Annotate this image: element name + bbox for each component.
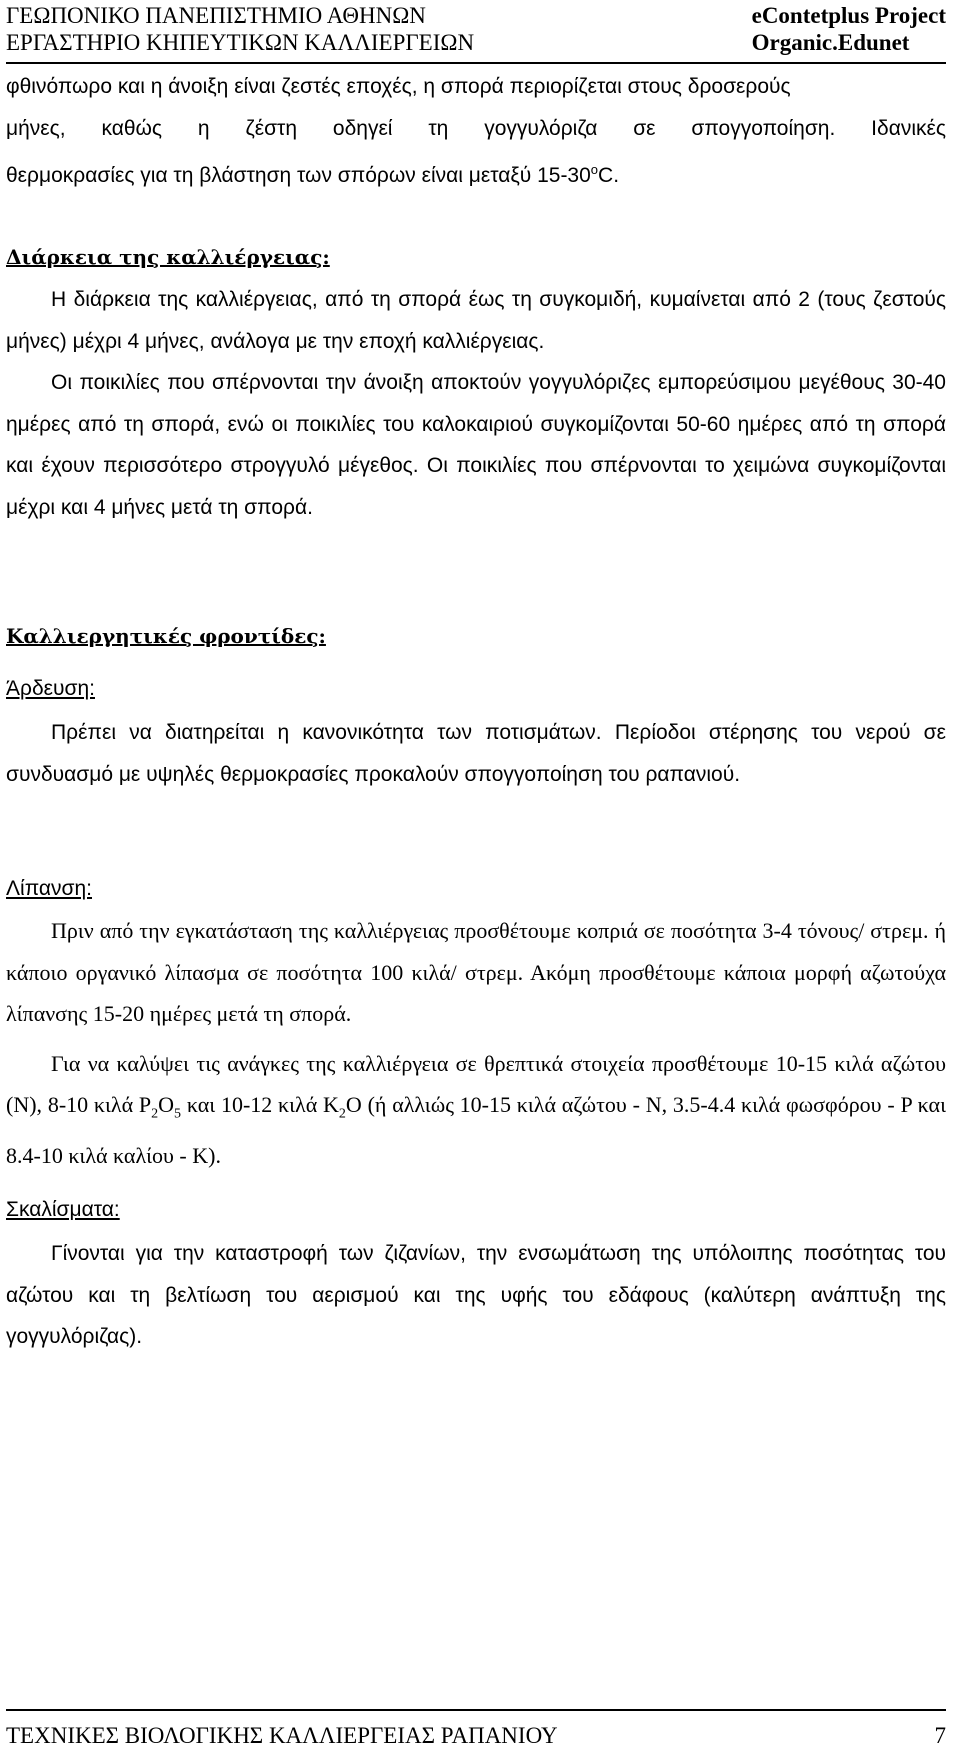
hoeing-label: Σκαλίσματα: — [6, 1198, 120, 1221]
intro-line-3-text: θερμοκρασίες για τη βλάστηση των σπόρων είναι μεταξύ 15-30 — [6, 164, 591, 187]
header-institution — [6, 2, 474, 56]
fert-text-a: Για να καλύψει τις ανάγκες της καλλιέργεια σε θρεπτικά στοιχεία προσθέτουμε 10-15 κιλά αζώτου (N), 8-10 κιλά P — [6, 1050, 946, 1117]
header-project-site: Organic.Edunet — [751, 30, 910, 55]
page-header — [6, 0, 946, 62]
fertilization-subsection — [6, 874, 946, 904]
fert-text-b: O — [158, 1092, 175, 1117]
header-divider — [6, 62, 946, 64]
fertilization-text-1: Πριν από την εγκατάσταση της καλλιέργειας προσθέτουμε κοπριά σε ποσότητα 3-4 τόνους/ στρεμ. ή κάποιο οργανικό λίπασμα σε ποσότητα 100 κιλά/ στρεμ. Ακόμη προσθέτουμε κάποια μορφή αζωτούχα λίπανσης 15-20 ημέρες μετά τη σπορά. — [6, 918, 946, 1026]
header-project — [752, 2, 946, 56]
duration-body — [6, 279, 946, 528]
page-number: 7 — [934, 1723, 946, 1748]
irrigation-text: Πρέπει να διατηρείται η κανονικότητα των ποτισμάτων. Περίοδοι στέρησης του νερού σε συνδυασμό με υψηλές θερμοκρασίες προκαλούν σπογγοποίηση του ραπανιού. — [6, 721, 946, 786]
header-project-name: eContetplus Project — [751, 3, 946, 28]
fertilization-label: Λίπανση: — [6, 877, 92, 900]
hoeing-text: Γίνονται για την καταστροφή των ζιζανίων, την ενσωμάτωση της υπόλοιπης ποσότητας του αζώτου και τη βελτίωση του αερισμού και της υφής του εδάφους (καλύτερη ανάπτυξη της γογγυλόριζας). — [6, 1242, 946, 1348]
fertilization-text-2 — [6, 1043, 946, 1177]
irrigation-subsection — [6, 674, 946, 704]
irrigation-label: Άρδευση: — [6, 677, 95, 700]
duration-paragraph-2: Οι ποικιλίες που σπέρνονται την άνοιξη αποκτούν γογγυλόριζες εμπορεύσιμου μεγέθους 30-40 ημέρες από τη σπορά, ενώ οι ποικιλίες του καλοκαιριού συγκομίζονται 50-60 ημέρες από τη σπορά και έχουν περισσότερο στρογγυλό μέγεθος. Οι ποικιλίες που σπέρνονται το χειμώνα συγκομίζονται μέχρι και 4 μήνες μετά τη σπορά. — [6, 371, 946, 519]
duration-heading: Διάρκεια της καλλιέργειας: — [6, 245, 330, 269]
celsius-unit: C. — [598, 164, 620, 187]
care-heading: Καλλιεργητικές φροντίδες: — [6, 624, 326, 648]
duration-section — [6, 242, 946, 272]
intro-paragraph — [6, 66, 946, 197]
fert-text-d: O (ή αλλιώς 10-15 κιλά αζώτου - N, 3.5-4.4 κιλά φωσφόρου - P και 8.4-10 κιλά καλίου - K). — [6, 1092, 946, 1168]
header-lab: ΕΡΓΑΣΤΗΡΙΟ ΚΗΠΕΥΤΙΚΩΝ ΚΑΛΛΙΕΡΓΕΙΩΝ — [6, 30, 475, 55]
degree-sup: o — [590, 162, 599, 177]
page-footer — [6, 1709, 946, 1761]
hoeing-subsection — [6, 1195, 946, 1225]
fert-sub-2: 5 — [174, 1106, 182, 1122]
fertilization-body — [6, 910, 946, 1176]
header-university: ΓΕΩΠΟΝΙΚΟ ΠΑΝΕΠΙΣΤΗΜΙΟ ΑΘΗΝΩΝ — [6, 3, 426, 28]
duration-paragraph-1: Η διάρκεια της καλλιέργειας, από τη σπορά έως τη συγκομιδή, κυμαίνεται από 2 (τους ζεστούς μήνες) μέχρι 4 μήνες, ανάλογα με την εποχή καλλιέργειας. — [6, 288, 946, 353]
intro-line-3 — [6, 149, 946, 197]
intro-line-2: μήνες, καθώς η ζέστη οδηγεί τη γογγυλόριζα σε σπογγοποίηση. Ιδανικές — [6, 116, 946, 140]
care-section — [6, 621, 946, 651]
irrigation-body — [6, 712, 946, 795]
footer-divider — [6, 1709, 946, 1711]
intro-line-1: φθινόπωρο και η άνοιξη είναι ζεστές εποχές, η σπορά περιορίζεται στους δροσερούς — [6, 75, 791, 98]
hoeing-body — [6, 1233, 946, 1358]
fert-sub-1: 2 — [151, 1106, 159, 1122]
footer-title: ΤΕΧΝΙΚΕΣ ΒΙΟΛΟΓΙΚΗΣ ΚΑΛΛΙΕΡΓΕΙΑΣ ΡΑΠΑΝΙΟΥ — [6, 1723, 558, 1748]
fert-sub-3: 2 — [338, 1106, 346, 1122]
fert-text-c: και 10-12 κιλά K — [181, 1092, 339, 1117]
